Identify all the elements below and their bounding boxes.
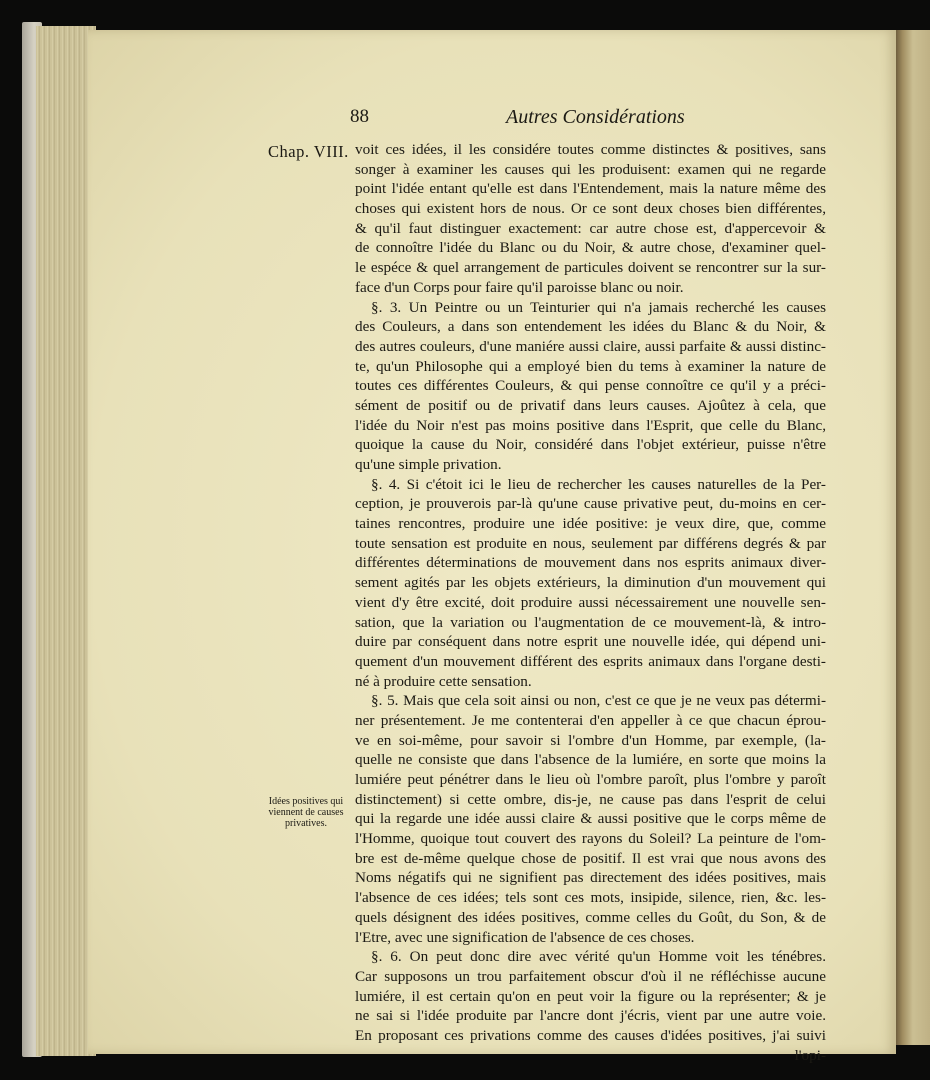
text-line: duire par conséquent dans notre esprit une nouvelle idée, qui dépend uni- (355, 633, 826, 651)
text-line: lumiére peut pénétrer dans le lieu où l'ombre paroît, plus l'ombre y paroît (355, 771, 826, 788)
text-line: vient d'y être excité, doit produire aussi nécessairement une nouvelle sen- (355, 593, 826, 611)
text-line: sation, que la variation ou l'augmentation de ce mouvement-là, & intro- (355, 613, 826, 631)
text-line: sément de positif ou de privatif dans leurs causes. Ajoûtez à cela, que (355, 396, 826, 414)
text-line: Noms négatifs qui ne signifient pas directement des idées positives, mais (355, 869, 826, 887)
text-line: distinctement) si cette ombre, dis-je, ne cause pas dans l'esprit de celui (355, 790, 826, 808)
text-line: ner présentement. Je me contenterai d'en appeller à ce que chacun éprou- (355, 711, 826, 729)
text-line: face d'un Corps pour faire qu'il paroisse blanc ou noir. (355, 278, 684, 296)
page-number: 88 (350, 106, 369, 127)
text-line: ception, je prouverois par-là qu'une cause privative peut, du-moins en cer- (355, 495, 826, 513)
text-line: quement d'un mouvement différent des esprits animaux dans l'organe desti- (355, 652, 826, 670)
text-line: quelle ne consiste que dans l'absence de la lumiére, en sorte que moins la (355, 751, 826, 769)
text-line: qu'une simple privation. (355, 456, 502, 473)
text-line: §. 6. On peut donc dire avec vérité qu'un Homme voit les ténébres. (371, 948, 826, 966)
text-line: toute sensation est produite en nous, seulement par différens degrés & par (355, 534, 826, 552)
margin-note: Idées positives qui viennent de causes privatives. (268, 796, 344, 829)
text-line: te, qu'un Philosophe qui a employé bien du tems à examiner la nature de (355, 357, 826, 375)
text-line: toutes ces différentes Couleurs, & qui pense connoître ce qu'il y a préci- (355, 377, 826, 395)
text-line: En proposant ces privations comme des causes d'idées positives, j'ai suivi (355, 1026, 826, 1044)
text-line: lumiére, il est certain qu'on en peut voir la figure ou la représenter; & je (355, 987, 826, 1005)
text-line: l'opi- (794, 1046, 826, 1064)
text-line: bre est de-même quelque chose de positif. Il est vrai que nous avons des (355, 849, 826, 867)
text-line: §. 5. Mais que cela soit ainsi ou non, c'est ce que je ne veux pas détermi- (371, 692, 826, 710)
facing-page-edge (896, 30, 930, 1045)
text-line: ne sai si l'idée produite par l'ancre dont j'écris, vient par une autre voie. (355, 1007, 826, 1025)
text-line: sement agités par les objets extérieurs, la diminution d'un mouvement qui (355, 574, 826, 592)
text-line: né à produire cette sensation. (355, 672, 532, 690)
text-line: de connoître l'idée du Blanc ou du Noir, & autre chose, d'examiner quel- (355, 239, 826, 257)
text-line: choses qui existent hors de nous. Or ce sont deux choses bien différentes, (355, 200, 826, 218)
text-line: l'idée du Noir n'est pas moins positive dans l'Esprit, que celle du Blanc, (355, 416, 826, 434)
text-line: taines rencontres, produire une idée positive: je veux dire, que, comme (355, 515, 826, 533)
text-line: qui la regarde une idée aussi claire & aussi positive que le corps même de (355, 810, 826, 828)
text-line: & qu'il faut distinguer exactement: car autre chose est, d'appercevoir & (355, 219, 826, 237)
text-line: des Couleurs, a dans son entendement les idées du Blanc & du Noir, & (355, 318, 826, 336)
text-line: Car supposons un trou parfaitement obscur d'où il ne réfléchisse aucune (355, 967, 826, 985)
text-line: des autres couleurs, d'une maniére aussi claire, aussi parfaite & aussi distinc- (355, 337, 826, 355)
page-stack-edge (36, 26, 96, 1056)
text-line: point l'idée entant qu'elle est dans l'Entendement, mais la nature même des (355, 180, 826, 198)
text-line: l'Etre, avec une signification de l'absence de ces choses. (355, 928, 695, 946)
text-line: quels désignent des idées positives, comme celles du Goût, du Son, & de (355, 908, 826, 926)
chapter-label: Chap. VIII. (268, 142, 349, 161)
text-line: l'absence de ces idées; tels sont ces mots, insipide, silence, rien, &c. les- (355, 889, 826, 907)
text-line: l'Homme, quoique tout couvert des rayons du Soleil? La peinture de l'om- (355, 830, 826, 848)
text-line: le espéce & quel arrangement de particules doivent se rencontrer sur la sur- (355, 259, 826, 277)
text-line: quoique la cause du Noir, considéré dans l'objet extérieur, puisse n'être (355, 436, 826, 454)
text-line: ve en soi-même, pour savoir si l'ombre d'un Homme, par exemple, (la- (355, 731, 826, 749)
text-line: §. 4. Si c'étoit ici le lieu de rechercher les causes naturelles de la Per- (371, 475, 826, 493)
text-line: voit ces idées, il les considére toutes comme distinctes & positives, sans (355, 141, 826, 158)
text-line: songer à examiner les causes qui les produisent: examen qui ne regarde (355, 160, 826, 178)
page-header (88, 100, 896, 134)
text-line: différentes déterminations de mouvement dans nos esprits animaux diver- (355, 554, 826, 572)
body-text (355, 140, 826, 1065)
running-head: Autres Considérations (506, 106, 685, 128)
text-line: §. 3. Un Peintre ou un Teinturier qui n'a jamais recherché les causes (371, 298, 826, 316)
